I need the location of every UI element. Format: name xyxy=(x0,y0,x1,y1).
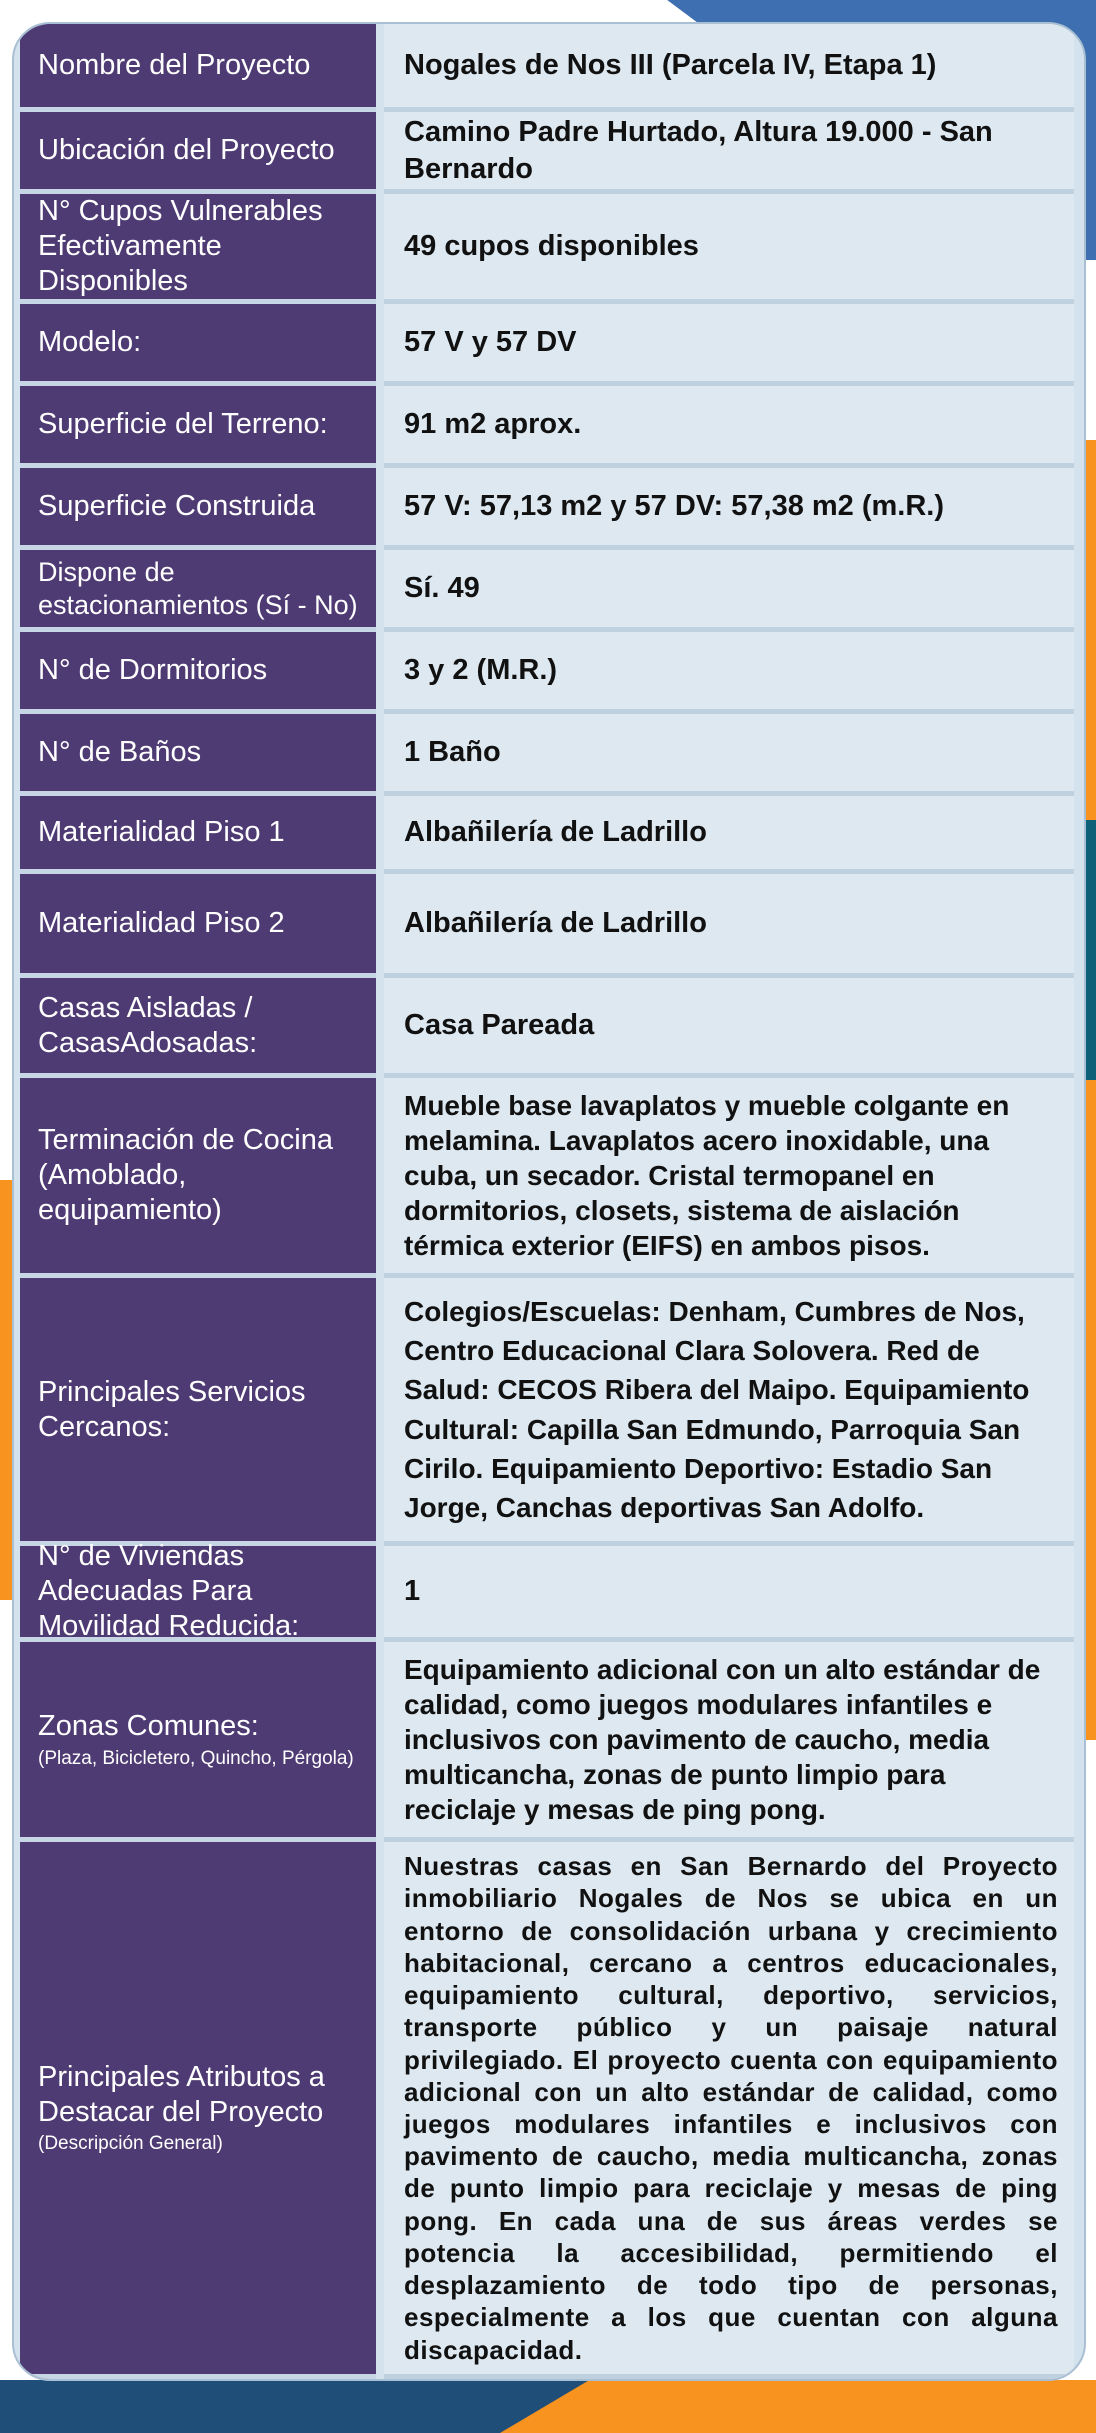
row-value: 91 m2 aprox. xyxy=(384,386,1074,468)
table-row xyxy=(14,550,1084,632)
project-info-table xyxy=(12,22,1086,2381)
row-sublabel: (Descripción General) xyxy=(38,2133,223,2155)
row-value: 1 Baño xyxy=(384,714,1074,796)
row-label: Modelo: xyxy=(20,304,376,386)
table-row xyxy=(14,1078,1084,1278)
row-value: Mueble base lavaplatos y mueble colgante en melamina. Lavaplatos acero inoxidable, una cuba, un secador. Cristal termopanel en dormitorios, closets, sistema de aislación térmica exterior (EIFS) en ambos pisos. xyxy=(384,1078,1074,1278)
row-value: Albañilería de Ladrillo xyxy=(384,796,1074,874)
background-shape xyxy=(500,2380,1096,2433)
table-row xyxy=(14,24,1084,112)
row-label: Zonas Comunes: (Plaza, Bicicletero, Quincho, Pérgola) xyxy=(20,1642,376,1842)
table-row xyxy=(14,386,1084,468)
table-row xyxy=(14,796,1084,874)
row-value: Colegios/Escuelas: Denham, Cumbres de Nos, Centro Educacional Clara Solovera. Red de Salud: CECOS Ribera del Maipo. Equipamiento Cultural: Capilla San Edmundo, Parroquia San Cirilo. Equipamiento Deportivo: Estadio San Jorge, Canchas deportivas San Adolfo. xyxy=(384,1278,1074,1546)
table-row xyxy=(14,468,1084,550)
row-label: Nombre del Proyecto xyxy=(20,24,376,112)
row-label: Materialidad Piso 2 xyxy=(20,874,376,978)
row-label: Terminación de Cocina (Amoblado, equipamiento) xyxy=(20,1078,376,1278)
row-label: Principales Servicios Cercanos: xyxy=(20,1278,376,1546)
row-value: Camino Padre Hurtado, Altura 19.000 - San Bernardo xyxy=(384,112,1074,194)
row-value: Casa Pareada xyxy=(384,978,1074,1078)
table-row xyxy=(14,1540,1084,1642)
row-value: Nogales de Nos III (Parcela IV, Etapa 1) xyxy=(384,24,1074,112)
row-value: 57 V: 57,13 m2 y 57 DV: 57,38 m2 (m.R.) xyxy=(384,468,1074,550)
table-row xyxy=(14,874,1084,978)
row-value: Nuestras casas en San Bernardo del Proyecto inmobiliario Nogales de Nos se ubica en un entorno de consolidación urbana y crecimiento habitacional, cercano a centros educacionales, equipamiento cultural, deportivo, servicios, transporte público y un paisaje natural privilegiado. El proyecto cuenta con equipamiento adicional con un alto estándar de calidad, como juegos modulares infantiles e inclusivos con pavimento de caucho, media multicancha, zonas de punto limpio para reciclaje y mesas de ping pong. En cada una de sus áreas verdes se potencia la accesibilidad, permitiendo el desplazamiento de todo tipo de personas, especialmente a los que cuentan con alguna discapacidad. xyxy=(384,1842,1074,2379)
table-row xyxy=(14,1842,1084,2379)
table-row xyxy=(14,112,1084,194)
row-value: Albañilería de Ladrillo xyxy=(384,874,1074,978)
row-label: Casas Aisladas / CasasAdosadas: xyxy=(20,978,376,1078)
row-value: Sí. 49 xyxy=(384,550,1074,632)
table-row xyxy=(14,1278,1084,1546)
table-row xyxy=(14,1642,1084,1842)
row-value: 1 xyxy=(384,1546,1074,1642)
row-value: Equipamiento adicional con un alto estándar de calidad, como juegos modulares infantiles e inclusivos con pavimento de caucho, media multicancha, zonas de punto limpio para reciclaje y mesas de ping pong. xyxy=(384,1642,1074,1842)
row-label: Materialidad Piso 1 xyxy=(20,796,376,874)
row-label: Principales Atributos a Destacar del Proyecto (Descripción General) xyxy=(20,1842,376,2379)
row-label: N° Cupos Vulnerables Efectivamente Disponibles xyxy=(20,194,376,304)
table-row xyxy=(14,978,1084,1078)
row-label: N° de Baños xyxy=(20,714,376,796)
row-label: Dispone de estacionamientos (Sí - No) xyxy=(20,550,376,632)
table-row xyxy=(14,194,1084,304)
table-row xyxy=(14,632,1084,714)
table-row xyxy=(14,304,1084,386)
row-sublabel: (Plaza, Bicicletero, Quincho, Pérgola) xyxy=(38,1747,354,1769)
row-label: Superficie Construida xyxy=(20,468,376,550)
row-label: Ubicación del Proyecto xyxy=(20,112,376,194)
row-value: 49 cupos disponibles xyxy=(384,194,1074,304)
row-label: Superficie del Terreno: xyxy=(20,386,376,468)
row-value: 57 V y 57 DV xyxy=(384,304,1074,386)
table-row xyxy=(14,714,1084,796)
row-label: N° de Dormitorios xyxy=(20,632,376,714)
row-label: N° de Viviendas Adecuadas Para Movilidad Reducida: xyxy=(20,1546,376,1642)
row-value: 3 y 2 (M.R.) xyxy=(384,632,1074,714)
